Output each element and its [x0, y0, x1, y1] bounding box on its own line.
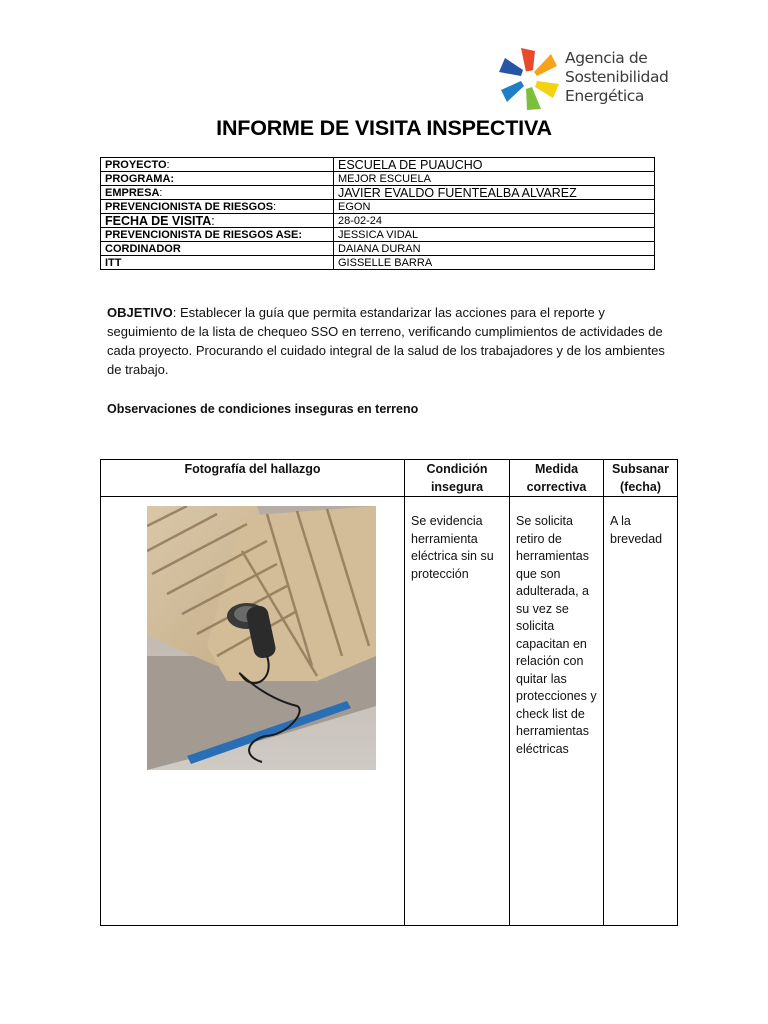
info-row: [101, 186, 655, 200]
info-row: [101, 242, 655, 256]
info-row: [101, 200, 655, 214]
header-measure: Medida correctiva: [510, 460, 604, 497]
info-value: JESSICA VIDAL: [334, 228, 655, 242]
measure-cell: Se solicita retiro de herramientas que son adulterada, a su vez se solicita capacitan en relación con quitar las protecciones y check list de herramientas eléctricas: [510, 497, 604, 926]
objective-text: : Establecer la guía que permita estandarizar las acciones para el reporte y seguimiento de la lista de chequeo SSO en terreno, verificando cumplimientos de actividades de cada proyecto. Procurando el cuidado integral de la salud de los trabajadores y de los ambientes de trabajo.: [107, 305, 665, 377]
info-label: PROYECTO:: [101, 158, 334, 172]
angle-grinder-photo: [147, 506, 376, 770]
info-row: [101, 214, 655, 228]
finding-row: [101, 497, 678, 926]
info-value: JAVIER EVALDO FUENTEALBA ALVAREZ: [334, 186, 655, 200]
info-row: [101, 172, 655, 186]
info-row: [101, 256, 655, 270]
agency-logo: [498, 44, 669, 114]
info-value: GISSELLE BARRA: [334, 256, 655, 270]
findings-table: [100, 459, 678, 926]
logo-line-1: Agencia de: [565, 49, 648, 67]
info-value: EGON: [334, 200, 655, 214]
photo-cell: [101, 497, 405, 926]
info-value: 28-02-24: [334, 214, 655, 228]
info-value: MEJOR ESCUELA: [334, 172, 655, 186]
header-condition: Condición insegura: [405, 460, 510, 497]
logo-line-2: Sostenibilidad: [565, 68, 669, 86]
info-label: CORDINADOR: [101, 242, 334, 256]
condition-cell: Se evidencia herramienta eléctrica sin su protección: [405, 497, 510, 926]
logo-line-3: Energética: [565, 87, 645, 105]
info-row: [101, 228, 655, 242]
observations-heading: Observaciones de condiciones inseguras en terreno: [107, 402, 419, 416]
info-label: ITT: [101, 256, 334, 270]
objective-paragraph: [107, 303, 667, 379]
findings-header-row: [101, 460, 678, 497]
info-row: [101, 158, 655, 172]
info-label: PROGRAMA:: [101, 172, 334, 186]
info-label: PREVENCIONISTA DE RIESGOS:: [101, 200, 334, 214]
info-value: DAIANA DURAN: [334, 242, 655, 256]
page-title: INFORME DE VISITA INSPECTIVA: [216, 116, 552, 140]
agency-logo-text: [565, 49, 668, 106]
objective-label: OBJETIVO: [107, 305, 173, 320]
info-label: EMPRESA:: [101, 186, 334, 200]
agency-logo-mark: [498, 44, 560, 112]
info-value: ESCUELA DE PUAUCHO: [334, 158, 655, 172]
header-photo: Fotografía del hallazgo: [101, 460, 405, 497]
date-cell: A la brevedad: [604, 497, 678, 926]
project-info-table: [100, 157, 655, 270]
info-label: FECHA DE VISITA:: [101, 214, 334, 228]
header-date: Subsanar (fecha): [604, 460, 678, 497]
info-label: PREVENCIONISTA DE RIESGOS ASE:: [101, 228, 334, 242]
